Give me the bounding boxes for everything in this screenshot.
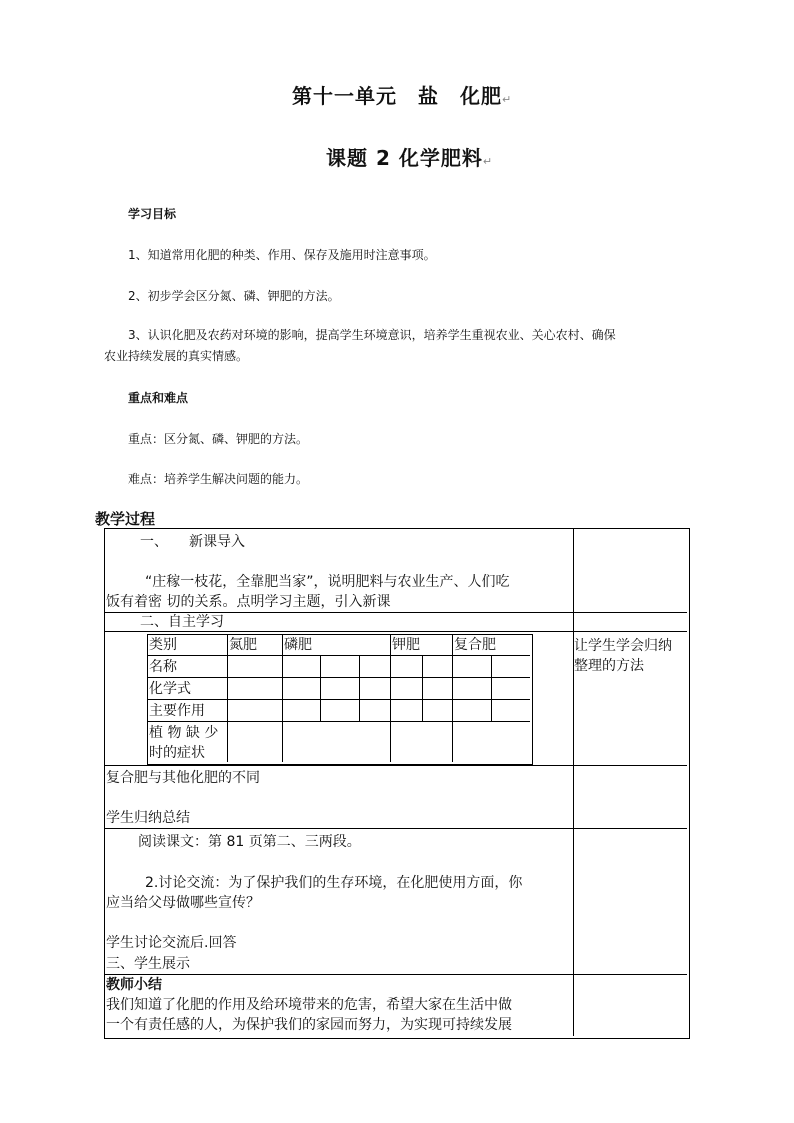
lesson-subtitle [326, 142, 493, 171]
focus-text: 重点：区分氮、磷、钾肥的方法。 [128, 432, 309, 446]
discussion-task: 2.讨论交流：为了保护我们的生存环境，在化肥使用方面，你 [145, 875, 523, 891]
intro-line: 饭有着密 切的关系。点明学习主题，引入新课 [106, 594, 391, 610]
row-divider [148, 655, 530, 656]
row-header: 植 物 缺 少 [149, 725, 219, 741]
column-divider [227, 635, 228, 762]
paragraph-mark-icon: ↵ [502, 93, 513, 106]
difficulty-text: 难点：培养学生解决问题的能力。 [128, 472, 309, 486]
process-heading: 教学过程 [95, 510, 156, 528]
column-header: 类别 [149, 637, 177, 653]
side-note: 整理的方法 [574, 658, 644, 674]
self-study-heading: 二、自主学习 [140, 614, 224, 630]
page-title-text: 第十一单元 盐 化肥 [292, 84, 502, 108]
paragraph-mark-icon: ↵ [482, 155, 494, 168]
column-header: 钾肥 [392, 637, 420, 653]
row-divider [105, 765, 687, 766]
subcolumn-divider [320, 655, 321, 721]
teacher-summary-line: 一个有责任感的人，为保护我们的家园而努力，为实现可持续发展 [106, 1017, 512, 1033]
row-divider [148, 677, 530, 678]
column-header: 磷肥 [284, 637, 312, 653]
subcolumn-divider [491, 655, 492, 721]
intro-heading: 一、 新课导入 [140, 534, 245, 550]
reading-task: 阅读课文：第 81 页第二、三两段。 [138, 834, 361, 850]
objective-item: 3、认识化肥及农药对环境的影响，提高学生环境意识，培养学生重视农业、关心农村、确保 [128, 328, 616, 342]
row-header: 时的症状 [149, 745, 205, 761]
objectives-heading: 学习目标 [128, 207, 177, 221]
compound-fertilizer-note: 复合肥与其他化肥的不同 [106, 770, 260, 786]
lesson-subtitle-text: 课题 2 化学肥料 [326, 146, 483, 170]
row-divider [105, 974, 687, 975]
subcolumn-divider [422, 655, 423, 721]
student-summary-note: 学生归纳总结 [106, 810, 190, 826]
side-note: 让学生学会归纳 [574, 638, 672, 654]
teacher-summary-line: 我们知道了化肥的作用及给环境带来的危害，希望大家在生活中做 [106, 997, 512, 1013]
row-header: 化学式 [149, 681, 191, 697]
column-divider [282, 635, 283, 762]
keypoints-heading: 重点和难点 [128, 391, 189, 405]
objective-item: 2、初步学会区分氮、磷、钾肥的方法。 [128, 289, 340, 303]
student-display-heading: 三、学生展示 [106, 956, 190, 972]
page-title [292, 80, 512, 109]
objective-item-continued: 农业持续发展的真实情感。 [104, 349, 249, 363]
row-divider [148, 721, 530, 722]
subcolumn-divider [359, 655, 360, 721]
column-divider [390, 635, 391, 762]
column-header: 复合肥 [454, 637, 496, 653]
row-header: 名称 [149, 659, 177, 675]
row-header: 主要作用 [149, 703, 205, 719]
discussion-answer: 学生讨论交流后.回答 [106, 935, 237, 951]
discussion-task-continued: 应当给父母做哪些宣传？ [106, 895, 260, 911]
teacher-summary-heading: 教师小结 [106, 977, 162, 993]
column-divider [452, 635, 453, 762]
column-divider [573, 529, 574, 1036]
row-divider [148, 699, 530, 700]
column-header: 氮肥 [229, 637, 257, 653]
intro-line: “庄稼一枝花，全靠肥当家”，说明肥料与农业生产、人们吃 [145, 574, 510, 590]
objective-item: 1、知道常用化肥的种类、作用、保存及施用时注意事项。 [128, 248, 436, 262]
row-divider [105, 828, 687, 829]
